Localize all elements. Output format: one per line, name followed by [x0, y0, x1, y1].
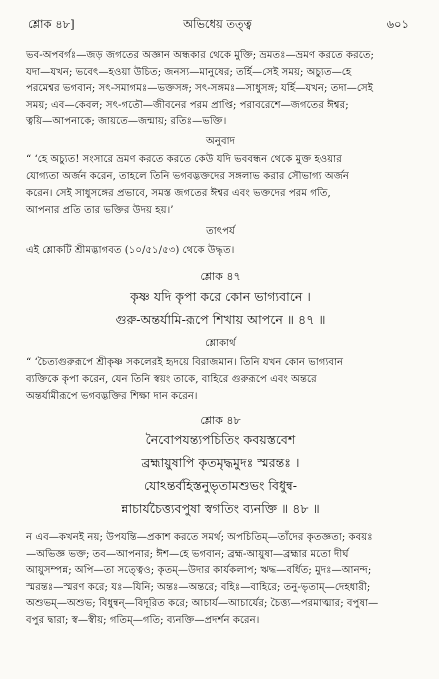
word-meaning-line: পরমেশ্বর ভগবান; সৎ-সমাগমঃ—ভক্তসঙ্গ; সৎ-সঙ্গমঃ—সাধুসঙ্গ; যর্হি—যখন; তদা—সেই	[26, 83, 373, 95]
translation-line: আপনার প্রতি তার ভক্তির উদয় হয়।’	[26, 205, 174, 216]
purport-section	[26, 243, 415, 260]
word-meanings-section	[26, 48, 415, 131]
page-header	[22, 10, 413, 32]
chapter-title: অভিধেয় তত্ত্ব	[183, 17, 252, 31]
verse-line: ন্নাচার্যচৈত্ত্যবপুষা স্বগতিং ব্যনক্তি ॥ ৪৮ ॥	[121, 501, 320, 516]
word-meaning-line: স্মরন্তঃ—স্মরণ করে; যঃ—যিনি; অন্তঃ—অন্তরে; বহিঃ—বাহিরে; তনু-ভৃতাম্—দেহধারী;	[26, 581, 371, 593]
translation-line: ব্যক্তিকে কৃপা করেন, যেন তিনি স্বয়ং তাকে, বাহিরে গুরুরূপে এবং অন্তরে	[26, 374, 317, 385]
word-meaning-line: সময়; এব—কেবল; সৎ-গতৌ—জীবনের পরম প্রাপ্তি; পরাবরেশে—জগতের ঈশ্বর;	[26, 99, 349, 111]
word-meaning-line: বপুর দ্বারা; স্ব—স্বীয়; গতিম্—গতি; ব্যনক্তি—প্রদর্শন করেন।	[26, 614, 260, 626]
page-number: ৬০১	[386, 17, 409, 31]
translation-line: অন্তর্যামীরূপে ভগবদ্ভক্তির শিক্ষা দান করেন।	[26, 391, 198, 402]
verse-47-label: শ্লোক ৪৭	[200, 270, 241, 283]
verse-reference: শ্লোক ৪৮]	[28, 17, 75, 31]
verse-line: যোঽন্তর্বহিস্তনুভৃতামশুভং বিধুন্ব-	[143, 478, 298, 493]
verse-47-translation	[26, 354, 415, 405]
translation-line: যোগ্যতা অর্জন করেন, তাহলে তিনি ভগবদ্ভক্তদের সঙ্গলাভ করার সৌভাগ্য অর্জন	[26, 171, 349, 182]
verse-48-word-meanings	[26, 530, 415, 630]
purport-label: তাৎপর্য	[206, 226, 235, 237]
translation-line: “ ‘চৈত্যগুরুরূপে শ্রীকৃষ্ণ সকলেরই হৃদয়ে বিরাজমান। তিনি যখন কোন ভাগ্যবান	[26, 357, 344, 368]
word-meaning-line: —অভিজ্ঞ ভক্ত; তব—আপনার; ঈশ—হে ভগবান; ব্রহ্ম-আয়ুষা—ব্রহ্মার মতো দীর্ঘ	[26, 548, 349, 560]
verse-line: ব্রহ্মায়ুষাপি কৃতমৃদ্ধমুদঃ স্মরন্তঃ ।	[141, 455, 300, 470]
translation-line: করেন। সেই সাধুসঙ্গের প্রভাবে, সমস্ত জগতের ঈশ্বর এবং ভক্তদের পরম গতি,	[26, 188, 331, 199]
purport-text: এই শ্লোকটি শ্রীমদ্ভাগবত (১০/৫১/৫৩) থেকে উদ্ধৃত।	[26, 245, 235, 256]
word-meaning-line: অশুভম্—অশুভ; বিধুন্বন্—বিদূরিত করে; আচার্য—আচার্যের; চৈত্ত্য—পরমাত্মার; বপুষা—	[26, 598, 379, 610]
verse-line: কৃষ্ণ যদি কৃপা করে কোন ভাগ্যবানে ।	[130, 289, 311, 304]
verse-line: গুরু-অন্তর্যামি-রূপে শিখায় আপনে ॥ ৪৭ ॥	[115, 312, 326, 327]
translation-section	[26, 151, 415, 219]
verse-line: নৈবোপযন্ত্যপচিতিং কবয়স্তবেশ	[145, 432, 296, 447]
word-meaning-line: ত্বয়ি—আপনাকে; জায়তে—জন্মায়; রতিঃ—ভক্তি।	[26, 116, 227, 128]
verse-47-translation-label: শ্লোকার্থ	[205, 338, 236, 349]
verse-48-label: শ্লোক ৪৮	[200, 414, 241, 427]
verse-48	[26, 428, 415, 520]
word-meaning-line: ভব-অপবর্গঃ—জড় জগতের অজ্ঞান অন্ধকার থেকে মুক্তি; ভ্রমতঃ—ভ্রমণ করতে করতে;	[26, 50, 374, 61]
word-meaning-line: আয়ুসম্পন্ন; অপি—তা সত্ত্বেও; কৃতম্—উদার কার্যকলাপ; ঋদ্ধ—বর্ধিত; মুদঃ—আনন্দ;	[26, 565, 372, 577]
translation-label: অনুবাদ	[206, 136, 235, 147]
verse-47	[26, 285, 415, 331]
word-meaning-line: ন এব—কখনই নয়; উপযন্তি—প্রকাশ করতে সমর্থ; অপচিতিম্—তাঁদের কৃতজ্ঞতা; কবয়ঃ	[26, 532, 373, 543]
translation-line: “ ‘হে অচ্যুত! সংসারে ভ্রমণ করতে করতে কেউ যদি ভববন্ধন থেকে মুক্ত হওয়ার	[26, 154, 342, 165]
word-meaning-line: যদা—যখন; ভবেৎ—হওয়া উচিত; জনস্য—মানুষের; তর্হি—সেই সময়; অচ্যুত—হে	[26, 66, 352, 78]
